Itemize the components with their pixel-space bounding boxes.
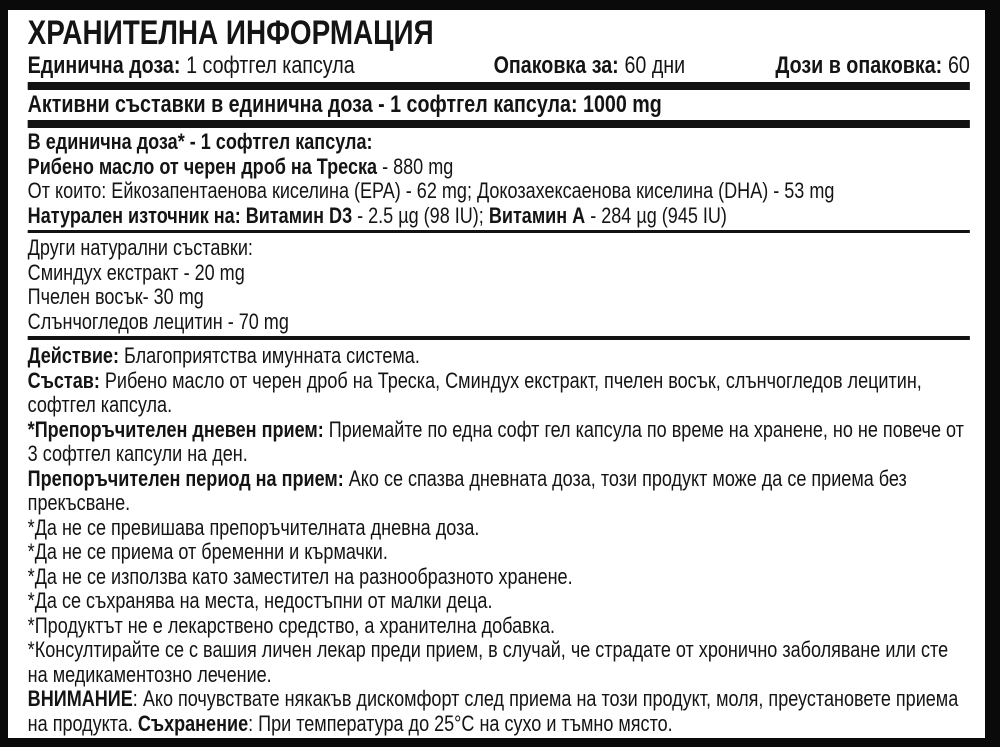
doses-per-pack-value: 60 [947,52,970,79]
active-ingredients-heading: Активни съставки в единична доза - 1 софтгел капсула: 1000 mg [27,91,662,118]
storage-text: : При температура до 25°C на сухо и тъмно място. [248,710,673,736]
serving-size [28,52,355,79]
fish-oil-amount: - 880 mg [377,153,454,179]
warning-line: *Да се съхранява на места, недостъпни от малки деца. [27,588,493,613]
fish-oil-row [28,155,970,180]
serving-size-label: Единична доза: [27,52,181,79]
composition-paragraph [28,369,970,418]
other-ingredients-heading: Други натурални съставки: [27,235,253,260]
pack-duration-value: 60 дни [624,52,686,79]
separator-bar-active [28,120,970,128]
daily-intake-paragraph [28,418,970,467]
action-text: Благоприятства имунната система. [118,343,420,368]
storage-label: Съхранение [137,710,249,736]
info-section [28,342,970,736]
separator-bar-top [28,82,970,90]
vitamin-d3-amount: - 2.5 µg (98 IU); [352,202,489,228]
per-dose-heading [28,130,970,155]
warning-line: *Да не се приема от бременни и кърмачки. [27,539,388,564]
action-paragraph [28,344,970,369]
label-title: ХРАНИТЕЛНА ИНФОРМАЦИЯ [27,14,434,52]
label-content [8,10,985,736]
composition-label: Състав: [27,367,100,393]
other-ingredient-row: Слънчогледов лецитин - 70 mg [27,308,289,334]
intake-period-text: Ако се спазва дневната доза, този продукт може да се приема без прекъсване. [27,465,907,515]
vitamin-a-name: Витамин А [488,202,586,228]
fatty-acids-row: От които: Ейкозапентаенова киселина (EPA) - 62 mg; Докозахексаенова киселина (DHA) - 53 mg [27,178,835,203]
daily-intake-text: Приемайте по една софт гел капсула по време на хранене, но не повече от 3 софтгел капсули на ден. [27,416,964,466]
warning-line: *Да не се използва като заместител на разнообразното хранене. [27,563,573,589]
other-ingredients-section [28,234,970,334]
doses-per-pack [775,52,969,79]
intake-period-paragraph [28,467,970,516]
vitamin-a-amount: - 284 µg (945 IU) [585,202,727,228]
serving-header-row [28,52,970,79]
daily-intake-label: *Препоръчителен дневен прием: [27,416,324,442]
separator-rule-other [28,230,970,233]
serving-size-value: 1 софтгел капсула [186,52,355,79]
composition-text: Рибено масло от черен дроб на Треска, Сминдух екстракт, пчелен восък, слънчогледов лецитин, софтгел капсула. [27,367,922,417]
other-ingredient-row: Пчелен восък- 30 mg [27,284,204,309]
fish-oil-name: Рибено масло от черен дроб на Треска [27,153,378,179]
warning-line: *Продуктът не е лекарствено средство, а хранителна добавка. [27,612,556,638]
per-dose-section [28,128,970,228]
nutrition-facts-label [8,10,985,738]
attention-label: ВНИМАНИЕ [27,686,133,711]
separator-rule-info [28,336,970,340]
vitamin-source-row [28,204,970,229]
other-ingredient-row: Сминдух екстракт - 20 mg [27,259,245,285]
vitamin-d3-name: Натурален източник на: Витамин D3 [27,202,353,228]
doses-per-pack-label: Дози в опаковка: [775,52,943,79]
attention-paragraph [28,687,970,736]
warning-line: *Да не се превишава препоръчителната дневна доза. [27,514,480,540]
per-dose-heading-text: В единична доза* - 1 софтгел капсула: [27,129,373,154]
intake-period-label: Препоръчителен период на прием: [27,465,344,491]
pack-duration-label: Опаковка за: [493,52,619,79]
warning-line: *Консултирайте се с вашия личен лекар преди прием, в случай, че страдате от хронично заболяване или сте на медикаментозно лечение. [27,637,949,687]
action-label: Действие: [27,343,119,368]
pack-duration [494,52,686,79]
attention-text: : Ако почувствате някакъв дискомфорт след приема на този продукт, моля, преустановете приема на продукта. [27,686,959,736]
